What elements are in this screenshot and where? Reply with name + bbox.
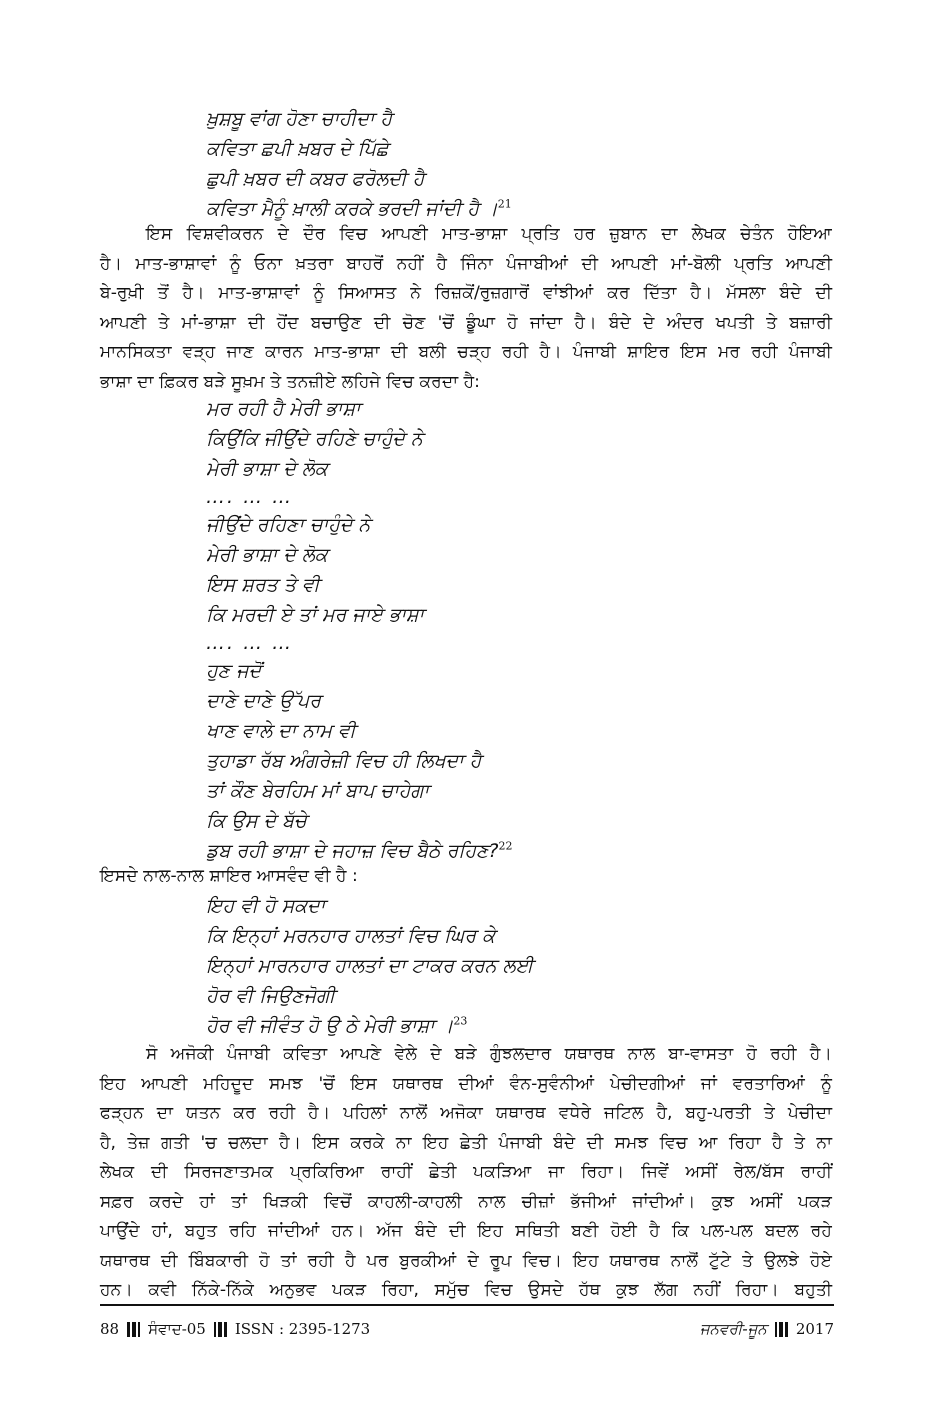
verse-line: ਕਿ ਉਸ ਦੇ ਬੱਚੇ: [206, 810, 307, 832]
paragraph-line: ਸਫ਼ਰ ਕਰਦੇ ਹਾਂ ਤਾਂ ਖਿੜਕੀ ਵਿਚੋਂ ਕਾਹਲੀ-ਕਾਹਲੀ ਨਾਲ ਚੀਜ਼ਾਂ ਭੱਜੀਆਂ ਜਾਂਦੀਆਂ। ਕੁਝ ਅਸੀਂ ਪਕੜ: [100, 1191, 832, 1212]
verse-line: ਹੁਣ ਜਦੋਂ: [206, 660, 262, 682]
verse-line: ਮੇਰੀ ਭਾਸ਼ਾ ਦੇ ਲੋਕ: [206, 544, 328, 566]
paragraph-line: ਇਸ ਵਿਸ਼ਵੀਕਰਨ ਦੇ ਦੌਰ ਵਿਚ ਆਪਣੀ ਮਾਤ-ਭਾਸ਼ਾ ਪ੍ਰਤਿ ਹਰ ਜ਼ੁਬਾਨ ਦਾ ਲੇਖਕ ਚੇਤੰਨ ਹੋਇਆ: [146, 224, 832, 244]
paragraph-line: ਮਾਨਸਿਕਤਾ ਵੜ੍ਹ ਜਾਣ ਕਾਰਨ ਮਾਤ-ਭਾਸ਼ਾ ਦੀ ਬਲੀ ਚੜ੍ਹ ਰਹੀ ਹੈ। ਪੰਜਾਬੀ ਸ਼ਾਇਰ ਇਸ ਮਰ ਰਹੀ ਪੰਜਾਬੀ: [100, 342, 832, 362]
verse-line: ਖਾਣ ਵਾਲੇ ਦਾ ਨਾਮ ਵੀ: [206, 720, 356, 742]
barcode-separator-icon: [127, 1321, 140, 1337]
footnote-ref: 22: [498, 839, 513, 853]
paragraph-line: ਇਹ ਆਪਣੀ ਮਹਿਦੂਦ ਸਮਝ 'ਚੋਂ ਇਸ ਯਥਾਰਥ ਦੀਆਂ ਵੰਨ-ਸੁਵੰਨੀਆਂ ਪੇਚੀਦਗੀਆਂ ਜਾਂ ਵਰਤਾਰਿਆਂ ਨੂੰ: [100, 1073, 832, 1094]
issn-number: ISSN : 2395-1273: [234, 1320, 371, 1338]
issue-year: 2017: [795, 1320, 834, 1338]
paragraph-line: ਆਪਣੀ ਤੇ ਮਾਂ-ਭਾਸ਼ਾ ਦੀ ਹੋਂਦ ਬਚਾਉਣ ਦੀ ਚੋਣ 'ਚੋਂ ਡੂੰਘਾ ਹੋ ਜਾਂਦਾ ਹੈ। ਬੰਦੇ ਦੇ ਅੰਦਰ ਖਪਤੀ ਤੇ ਬਜ਼ਾਰੀ: [100, 312, 832, 333]
verse-line: ਇਸ ਸ਼ਰਤ ਤੇ ਵੀ: [206, 574, 320, 596]
paragraph-line: ਸੋ ਅਜੋਕੀ ਪੰਜਾਬੀ ਕਵਿਤਾ ਆਪਣੇ ਵੇਲੇ ਦੇ ਬੜੇ ਗੁੰਝਲਦਾਰ ਯਥਾਰਥ ਨਾਲ ਬਾ-ਵਾਸਤਾ ਹੋ ਰਹੀ ਹੈ।: [146, 1044, 832, 1064]
verse-line: ਛੁਪੀ ਖ਼ਬਰ ਦੀ ਕਬਰ ਫਰੋਲਦੀ ਹੈ: [206, 168, 425, 190]
barcode-separator-icon: [775, 1321, 788, 1337]
footnote-ref: 23: [453, 1014, 468, 1028]
paragraph-line: ਫੜ੍ਹਨ ਦਾ ਯਤਨ ਕਰ ਰਹੀ ਹੈ। ਪਹਿਲਾਂ ਨਾਲੋਂ ਅਜੋਕਾ ਯਥਾਰਥ ਵਧੇਰੇ ਜਟਿਲ ਹੈ, ਬਹੁ-ਪਰਤੀ ਤੇ ਪੇਚੀਦਾ: [100, 1103, 832, 1123]
footer-rule: [100, 1304, 834, 1306]
poem-excerpt-1: [206, 104, 846, 224]
footnote-ref: 21: [497, 197, 512, 211]
paragraph-line: ਪਾਉਂਦੇ ਹਾਂ, ਬਹੁਤ ਰਹਿ ਜਾਂਦੀਆਂ ਹਨ। ਅੱਜ ਬੰਦੇ ਦੀ ਇਹ ਸਥਿਤੀ ਬਣੀ ਹੋਈ ਹੈ ਕਿ ਪਲ-ਪਲ ਬਦਲ ਰਹੇ: [100, 1221, 832, 1241]
footer-right: [700, 1320, 834, 1338]
verse-line: ਤਾਂ ਕੌਣ ਬੇਰਹਿਮ ਮਾਂ ਬਾਪ ਚਾਹੇਗਾ: [206, 780, 429, 802]
verse-line: ਦਾਣੇ ਦਾਣੇ ਉੱਪਰ: [206, 690, 321, 712]
verse-line: ਤੁਹਾਡਾ ਰੱਬ ਅੰਗਰੇਜ਼ੀ ਵਿਚ ਹੀ ਲਿਖਦਾ ਹੈ: [206, 750, 482, 772]
paragraph-line: ਭਾਸ਼ਾ ਦਾ ਫ਼ਿਕਰ ਬੜੇ ਸੂਖ਼ਮ ਤੇ ਤਨਜ਼ੀਏ ਲਹਿਜੇ ਵਿਚ ਕਰਦਾ ਹੈ:: [100, 371, 480, 392]
verse-line: ਇਨ੍ਹਾਂ ਮਾਰਨਹਾਰ ਹਾਲਤਾਂ ਦਾ ਟਾਕਰ ਕਰਨ ਲਈ: [206, 955, 534, 977]
ellipsis-separator: …. … …: [206, 486, 294, 508]
issue-period: ਜਨਵਰੀ-ਜੂਨ: [699, 1320, 767, 1338]
verse-line: [206, 1011, 846, 1041]
verse-line: ਖ਼ੁਸ਼ਬੂ ਵਾਂਗ ਹੋਣਾ ਚਾਹੀਦਾ ਹੈ: [206, 108, 393, 130]
verse-text: ਹੋਰ ਵੀ ਜੀਵੰਤ ਹੋ ਉ ਠੇ ਮੇਰੀ ਭਾਸ਼ਾ ।: [206, 1015, 454, 1037]
footer-left: [100, 1320, 370, 1338]
verse-line: ਇਹ ਵੀ ਹੋ ਸਕਦਾ: [206, 895, 326, 917]
paragraph-line: ਹੈ। ਮਾਤ-ਭਾਸ਼ਾਵਾਂ ਨੂੰ ਓਨਾ ਖ਼ਤਰਾ ਬਾਹਰੋਂ ਨਹੀਂ ਹੈ ਜਿੰਨਾ ਪੰਜਾਬੀਆਂ ਦੀ ਆਪਣੀ ਮਾਂ-ਬੋਲੀ ਪ੍ਰਤਿ ਆਪਣੀ: [100, 253, 832, 274]
verse-line: ਕਵਿਤਾ ਛਪੀ ਖ਼ਬਰ ਦੇ ਪਿੱਛੇ: [206, 138, 389, 160]
verse-line: ਮਰ ਰਹੀ ਹੈ ਮੇਰੀ ਭਾਸ਼ਾ: [206, 398, 361, 420]
paragraph-line: ਬੇ-ਰੁਖ਼ੀ ਤੋਂ ਹੈ। ਮਾਤ-ਭਾਸ਼ਾਵਾਂ ਨੂੰ ਸਿਆਸਤ ਨੇ ਰਿਜ਼ਕੋਂ/ਰੁਜ਼ਗਾਰੋਂ ਵਾਂਝੀਆਂ ਕਰ ਦਿੱਤਾ ਹੈ। ਮੱਸਲਾ ਬੰਦੇ ਦੀ: [100, 283, 832, 303]
verse-line: ਕਿ ਮਰਦੀ ਏ ਤਾਂ ਮਰ ਜਾਏ ਭਾਸ਼ਾ: [206, 604, 424, 626]
bridge-sentence: ਇਸਦੇ ਨਾਲ-ਨਾਲ ਸ਼ਾਇਰ ਆਸਵੰਦ ਵੀ ਹੈ :: [100, 866, 358, 886]
body-paragraph-1: [100, 220, 832, 397]
verse-text: ਡੁਬ ਰਹੀ ਭਾਸ਼ਾ ਦੇ ਜਹਾਜ਼ ਵਿਚ ਬੈਠੇ ਰਹਿਣ?: [206, 840, 499, 862]
body-paragraph-2: [100, 1040, 832, 1306]
verse-line: ਕਿਉਂਕਿ ਜੀਉਂਦੇ ਰਹਿਣੇ ਚਾਹੁੰਦੇ ਨੇ: [206, 428, 423, 450]
journal-name: ਸੰਵਾਦ-05: [148, 1320, 206, 1338]
ellipsis-separator: …. … …: [206, 632, 294, 654]
verse-line: ਜੀਉਂਦੇ ਰਹਿਣਾ ਚਾਹੁੰਦੇ ਨੇ: [206, 514, 371, 536]
verse-text: ਕਵਿਤਾ ਮੈਨੂੰ ਖ਼ਾਲੀ ਕਰਕੇ ਭਰਦੀ ਜਾਂਦੀ ਹੈ ।: [206, 198, 498, 220]
verse-line: ਮੇਰੀ ਭਾਸ਼ਾ ਦੇ ਲੋਕ: [206, 458, 328, 480]
paragraph-line: ਹੈ, ਤੇਜ਼ ਗਤੀ 'ਚ ਚਲਦਾ ਹੈ। ਇਸ ਕਰਕੇ ਨਾ ਇਹ ਛੇਤੀ ਪੰਜਾਬੀ ਬੰਦੇ ਦੀ ਸਮਝ ਵਿਚ ਆ ਰਿਹਾ ਹੈ ਤੇ ਨਾ: [100, 1132, 832, 1153]
poem-excerpt-3: [206, 891, 846, 1041]
paragraph-line: ਹਨ। ਕਵੀ ਨਿੱਕੇ-ਨਿੱਕੇ ਅਨੁਭਵ ਪਕੜ ਰਿਹਾ, ਸਮੁੱਚ ਵਿਚ ਉਸਦੇ ਹੱਥ ਕੁਝ ਲੱਗ ਨਹੀਂ ਰਿਹਾ। ਬਹੁਤੀ: [100, 1280, 832, 1300]
barcode-separator-icon: [214, 1321, 227, 1337]
page-number: 88: [100, 1320, 120, 1338]
paragraph-line: ਲੇਖਕ ਦੀ ਸਿਰਜਣਾਤਮਕ ਪ੍ਰਕਿਰਿਆ ਰਾਹੀਂ ਛੇਤੀ ਪਕੜਿਆ ਜਾ ਰਿਹਾ। ਜਿਵੇਂ ਅਸੀਂ ਰੇਲ/ਬੱਸ ਰਾਹੀਂ: [100, 1162, 832, 1182]
poem-excerpt-2: [206, 394, 846, 866]
verse-line: ਕਿ ਇਨ੍ਹਾਂ ਮਰਨਹਾਰ ਹਾਲਤਾਂ ਵਿਚ ਘਿਰ ਕੇ: [206, 925, 496, 947]
page-footer: [100, 1320, 834, 1348]
verse-line: ਹੋਰ ਵੀ ਜਿਉਣਜੋਗੀ: [206, 985, 336, 1007]
paragraph-line: ਯਥਾਰਥ ਦੀ ਬਿੰਬਕਾਰੀ ਹੋ ਤਾਂ ਰਹੀ ਹੈ ਪਰ ਬੁਰਕੀਆਂ ਦੇ ਰੂਪ ਵਿਚ। ਇਹ ਯਥਾਰਥ ਨਾਲੋਂ ਟੁੱਟੇ ਤੇ ਉਲਝੇ ਹੋਏ: [100, 1250, 832, 1271]
